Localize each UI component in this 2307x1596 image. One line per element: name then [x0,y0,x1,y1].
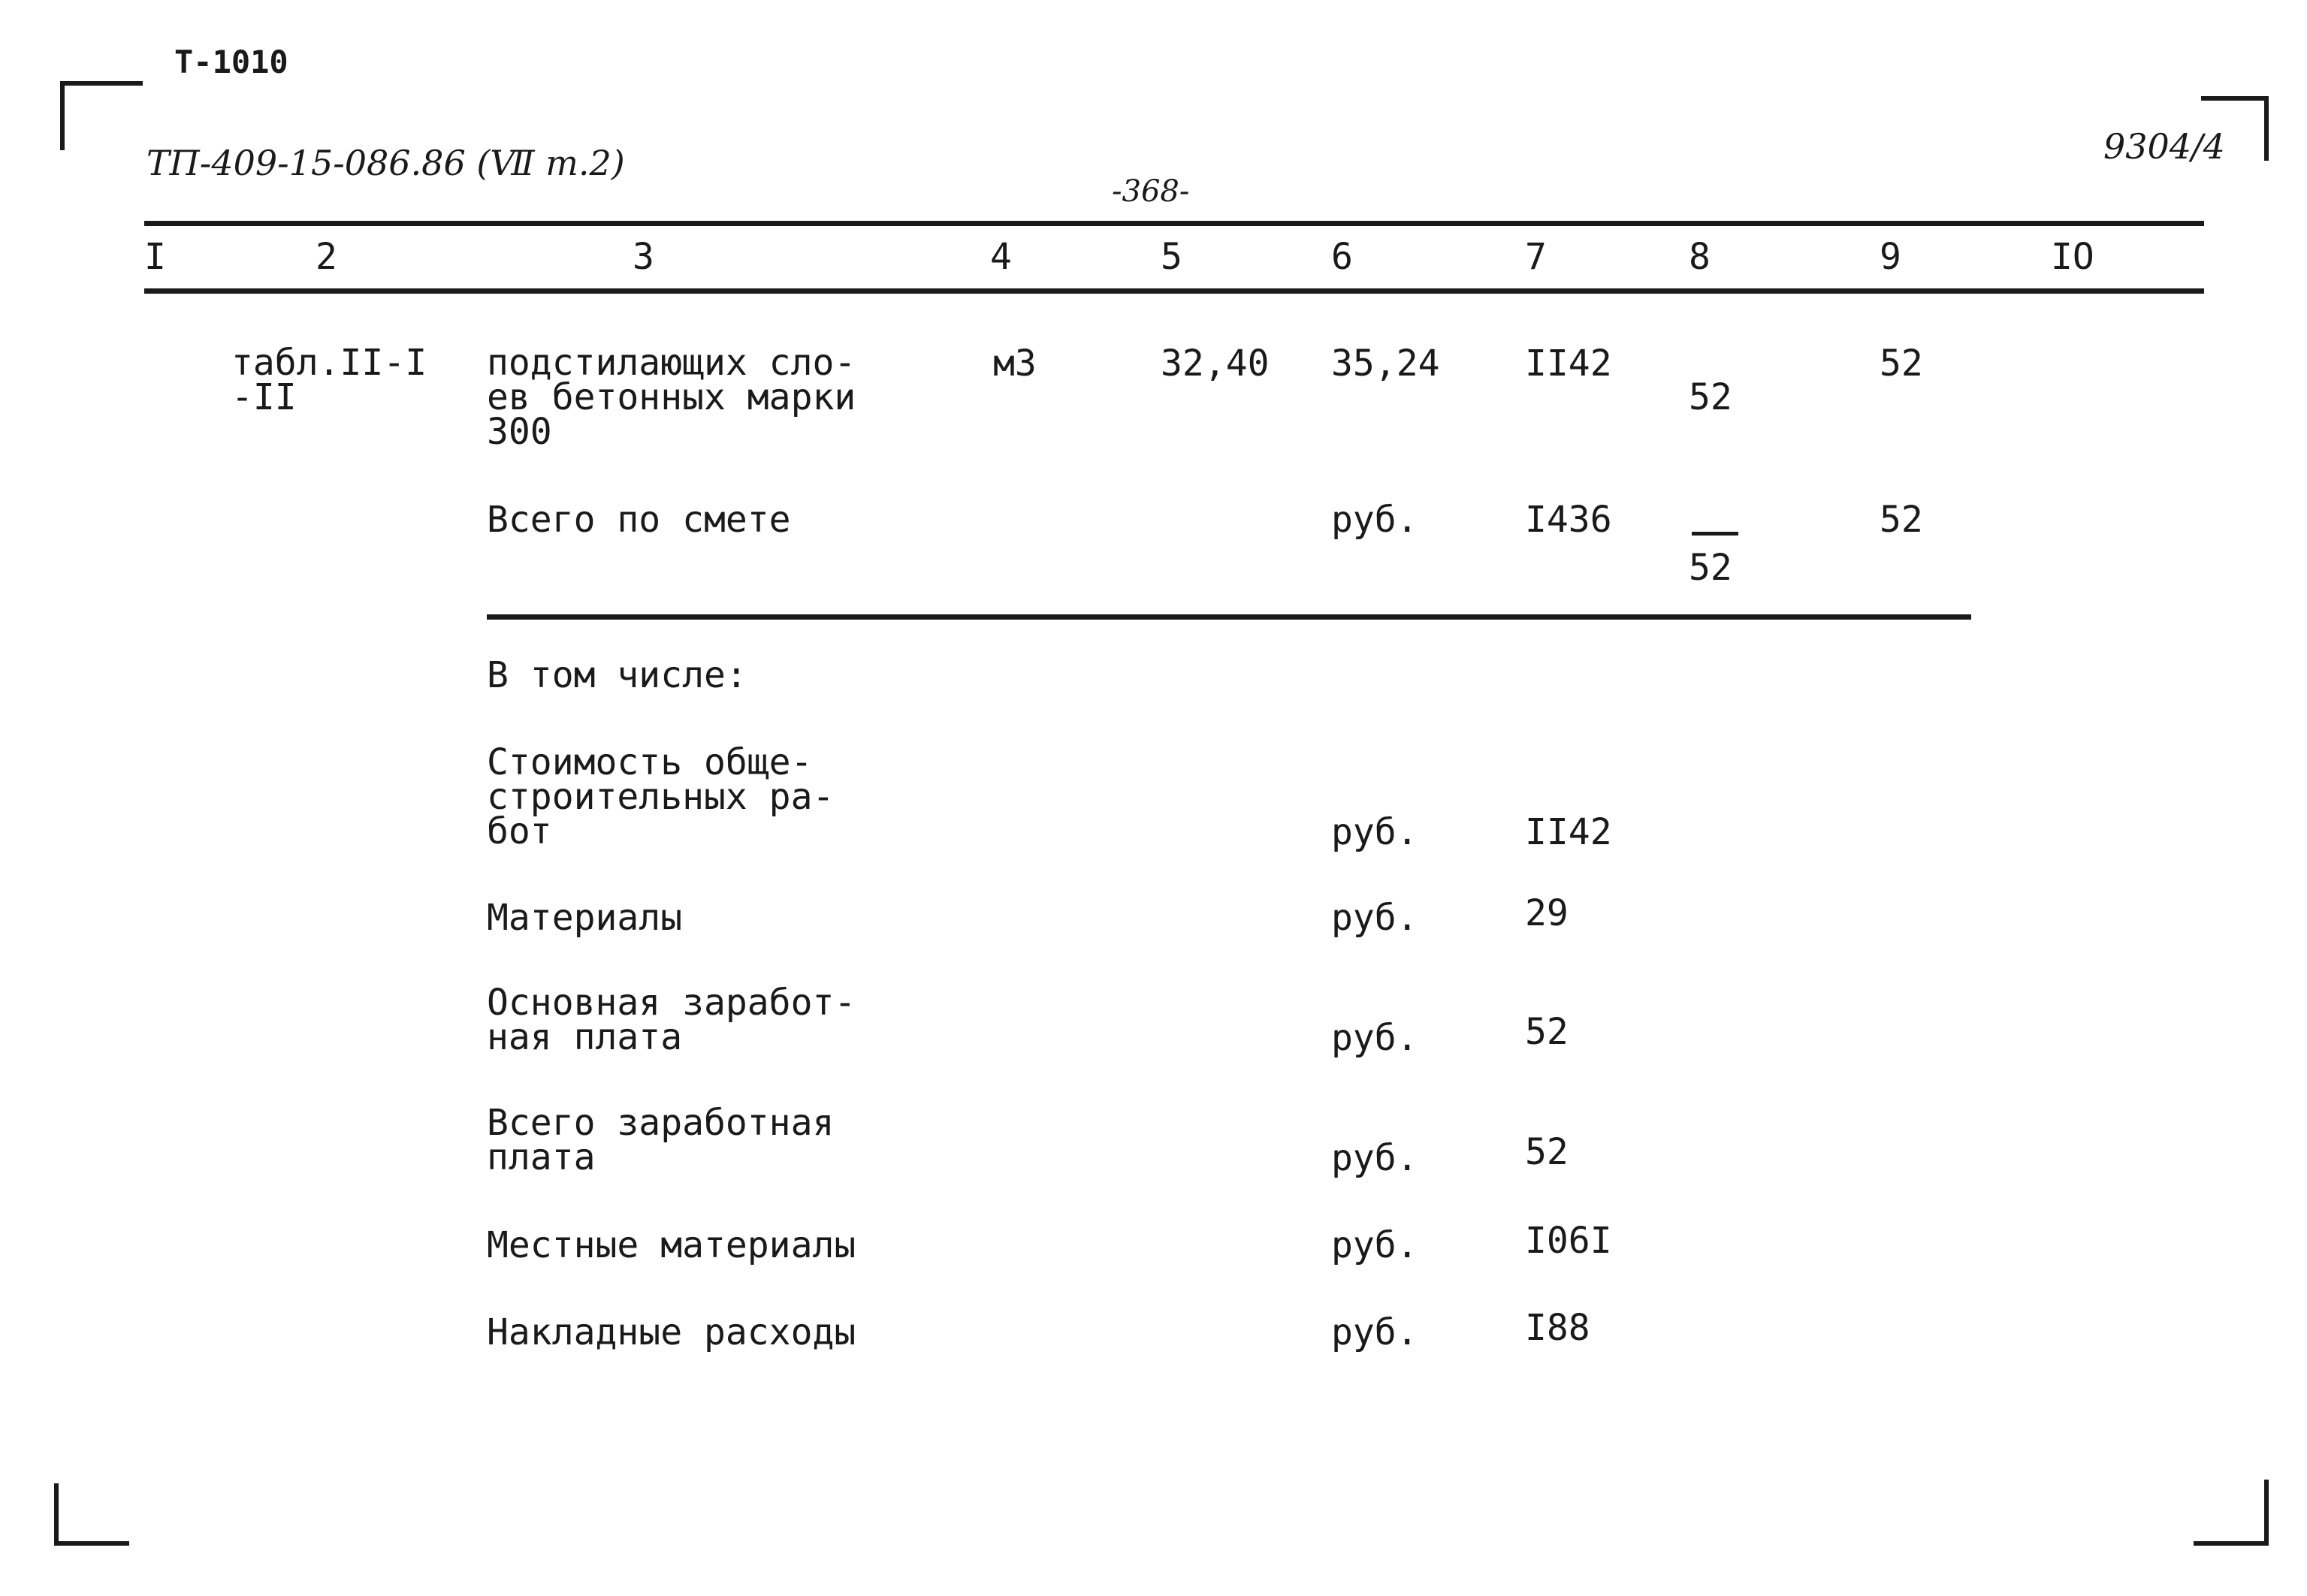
total-col8-value: 52 [1689,547,1732,589]
column-header-2: 2 [316,236,337,278]
breakdown-value-overhead: I88 [1525,1307,1590,1349]
total-col8-dash [1692,532,1738,536]
total-separator-rule [487,614,1971,620]
total-label: Всего по смете [487,499,791,541]
frame-corner-bottom-left [54,1541,129,1546]
frame-corner-top-right [2201,96,2269,101]
item-unit-price: 35,24 [1331,342,1440,385]
frame-corner-top-left [60,81,143,86]
column-header-8: 8 [1689,236,1711,278]
total-unit: руб. [1331,499,1418,541]
breakdown-value-materials: 29 [1525,892,1569,934]
column-header-6: 6 [1331,236,1353,278]
column-header-3: 3 [633,236,654,278]
table-top-rule [144,221,2204,226]
column-header-10: IO [2051,236,2094,278]
item-total: II42 [1525,342,1612,385]
breakdown-unit-total-wages: руб. [1331,1137,1418,1179]
frame-corner-bottom-right-vertical [2264,1480,2269,1546]
breakdown-unit-base-wages: руб. [1331,1017,1418,1059]
frame-corner-top-right-vertical [2264,96,2269,161]
item-col8-value: 52 [1689,376,1732,418]
breakdown-unit-materials: руб. [1331,897,1418,939]
column-header-7: 7 [1525,236,1547,278]
column-header-9: 9 [1880,236,1901,278]
breakdown-value-base-wages: 52 [1525,1011,1569,1053]
breakdown-value-general-works: II42 [1525,811,1612,853]
breakdown-value-local-materials: I06I [1525,1220,1612,1262]
column-header-5: 5 [1161,236,1182,278]
item-quantity: 32,40 [1161,342,1270,385]
item-reference: табл.II-I -II [231,342,427,418]
breakdown-label-materials: Материалы [487,897,683,939]
breakdown-label-total-wages: Всего заработная плата [487,1102,835,1178]
frame-corner-bottom-right [2194,1541,2269,1546]
total-amount: I436 [1525,499,1612,541]
frame-corner-top-left-vertical [60,81,65,150]
total-col9-value: 52 [1880,499,1923,541]
breakdown-unit-general-works: руб. [1331,811,1418,853]
breakdown-unit-overhead: руб. [1331,1311,1418,1353]
column-header-1: I [144,236,166,278]
breakdown-value-total-wages: 52 [1525,1131,1569,1173]
item-col9-value: 52 [1880,342,1923,385]
inventory-number: 9304/4 [2103,126,2225,167]
table-header-bottom-rule [144,288,2204,294]
item-unit: м3 [993,342,1037,385]
document-code: ТП-409-15-086.86 (Ⅶ т.2) [146,143,625,183]
breakdown-heading: В том числе: [487,654,747,696]
breakdown-label-base-wages: Основная заработ- ная плата [487,982,856,1058]
breakdown-label-general-works: Стоимость обще- строительных ра- бот [487,741,835,852]
breakdown-label-local-materials: Местные материалы [487,1224,856,1266]
frame-corner-bottom-left-vertical [54,1483,59,1546]
page-number: -368- [1112,174,1190,209]
item-description: подстилающих сло- ев бетонных марки 300 [487,342,856,453]
breakdown-unit-local-materials: руб. [1331,1224,1418,1266]
column-header-4: 4 [990,236,1012,278]
breakdown-label-overhead: Накладные расходы [487,1311,856,1353]
stamp-label: Т-1010 [174,44,288,80]
